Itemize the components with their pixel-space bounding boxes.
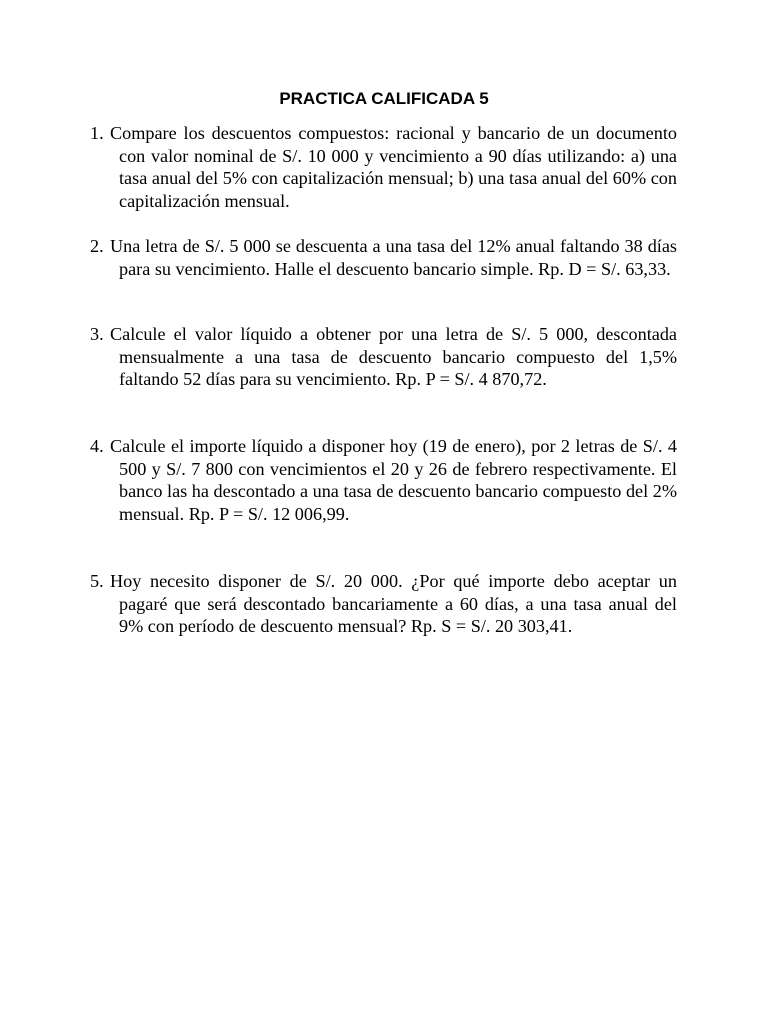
page-title: PRACTICA CALIFICADA 5	[279, 89, 489, 108]
problem-3	[90, 323, 677, 391]
problem-text: Hoy necesito disponer de S/. 20 000. ¿Por qué importe debo aceptar un pagaré que será descontado bancariamente a 60 días, a una tasa anual del 9% con período de descuento mensual? Rp. S = S/. 20 303,41.	[110, 571, 677, 637]
problem-text: Calcule el importe líquido a disponer hoy (19 de enero), por 2 letras de S/. 4 500 y S/. 7 800 con vencimientos el 20 y 26 de febrero respectivamente. El banco las ha descontado a una tasa de descuento bancario compuesto del 2% mensual. Rp. P = S/. 12 006,99.	[110, 436, 677, 524]
problem-number: 4.	[90, 436, 104, 456]
problem-number: 5.	[90, 571, 104, 591]
problem-5	[90, 570, 677, 638]
problem-1	[90, 122, 677, 212]
problem-number: 3.	[90, 324, 104, 344]
problem-2	[90, 235, 677, 280]
problem-text: Una letra de S/. 5 000 se descuenta a una tasa del 12% anual faltando 38 días para su vencimiento. Halle el descuento bancario simple. Rp. D = S/. 63,33.	[110, 236, 677, 279]
problem-4	[90, 435, 677, 525]
problem-number: 1.	[90, 123, 104, 143]
problem-number: 2.	[90, 236, 104, 256]
problem-text: Compare los descuentos compuestos: racional y bancario de un documento con valor nominal de S/. 10 000 y vencimiento a 90 días utilizando: a) una tasa anual del 5% con capitalización mensual; b) una tasa anual del 60% con capitalización mensual.	[110, 123, 677, 211]
problem-text: Calcule el valor líquido a obtener por una letra de S/. 5 000, descontada mensualmente a una tasa de descuento bancario compuesto del 1,5% faltando 52 días para su vencimiento. Rp. P = S/. 4 870,72.	[110, 324, 677, 390]
